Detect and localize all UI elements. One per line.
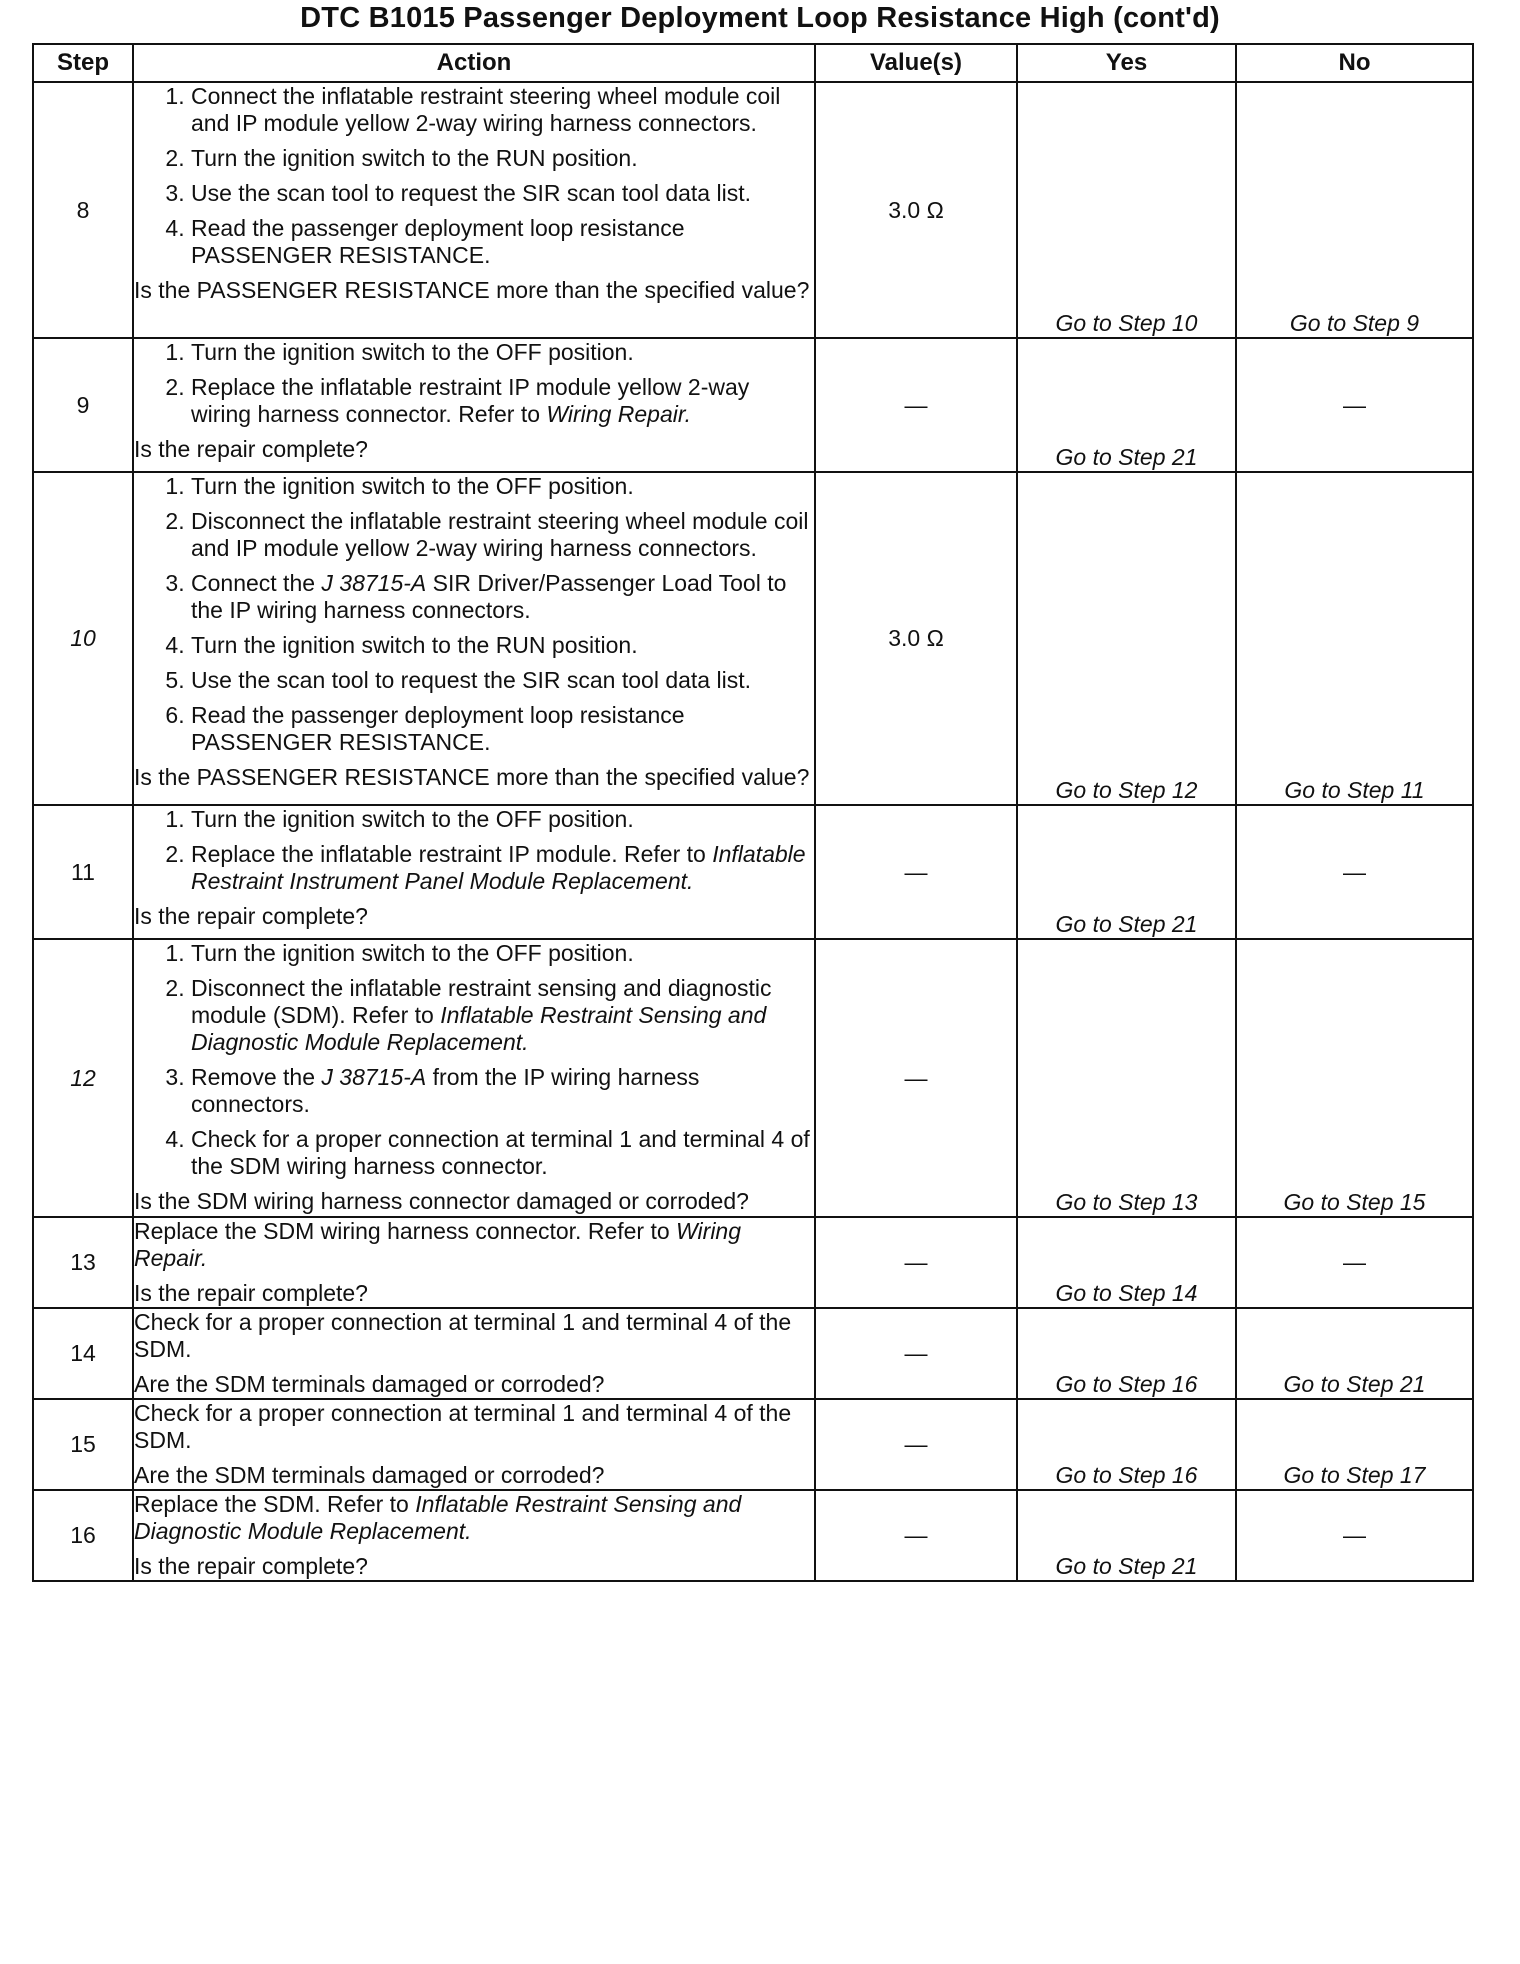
yes-cell: Go to Step 16 xyxy=(1017,1308,1236,1399)
action-text: Connect the inflatable restraint steering wheel module coil and IP module yellow 2-way wiring harness connectors. xyxy=(191,83,781,136)
action-question: Is the repair complete? xyxy=(134,903,368,929)
action-cell xyxy=(133,1490,815,1581)
action-cell xyxy=(133,939,815,1217)
action-text: Replace the inflatable restraint IP module. Refer to xyxy=(191,841,713,867)
action-step xyxy=(191,339,814,366)
action-steps-list xyxy=(134,806,814,895)
action-step xyxy=(191,215,814,269)
action-paragraph xyxy=(134,1218,814,1272)
header-action: Action xyxy=(133,44,815,82)
action-cell xyxy=(133,82,815,338)
action-step xyxy=(191,841,814,895)
header-row xyxy=(33,44,1473,82)
action-step xyxy=(191,806,814,833)
action-text: Read the passenger deployment loop resistance PASSENGER RESISTANCE. xyxy=(191,215,685,268)
action-step xyxy=(191,667,814,694)
action-text: Check for a proper connection at terminal 1 and terminal 4 of the SDM wiring harness connector. xyxy=(191,1126,810,1179)
action-text: Read the passenger deployment loop resistance PASSENGER RESISTANCE. xyxy=(191,702,685,755)
yes-cell: Go to Step 13 xyxy=(1017,939,1236,1217)
action-step xyxy=(191,473,814,500)
action-text: SIR Driver/Passenger Load Tool to the IP wiring harness connectors. xyxy=(191,570,787,623)
action-step xyxy=(191,374,814,428)
action-text: Disconnect the inflatable restraint sensing and diagnostic module (SDM). Refer to xyxy=(191,975,772,1028)
action-step xyxy=(191,570,814,624)
value-cell: — xyxy=(815,1308,1017,1399)
table-row xyxy=(33,1490,1473,1581)
no-cell: — xyxy=(1236,338,1473,472)
action-question: Are the SDM terminals damaged or corroded? xyxy=(134,1462,605,1488)
action-text: Replace the inflatable restraint IP module yellow 2-way wiring harness connector. Refer to xyxy=(191,374,750,427)
step-number: 14 xyxy=(33,1308,133,1399)
action-paragraph xyxy=(134,1309,814,1363)
action-text: Turn the ignition switch to the OFF position. xyxy=(191,806,634,832)
value-cell: — xyxy=(815,1399,1017,1490)
reference-text: Inflatable Restraint Instrument Panel Module Replacement. xyxy=(191,841,806,894)
table-row xyxy=(33,472,1473,805)
yes-cell: Go to Step 21 xyxy=(1017,1490,1236,1581)
table-row xyxy=(33,805,1473,939)
action-cell xyxy=(133,472,815,805)
action-steps-list xyxy=(134,339,814,428)
action-question: Is the SDM wiring harness connector damaged or corroded? xyxy=(134,1188,749,1214)
reference-text: Inflatable Restraint Sensing and Diagnostic Module Replacement. xyxy=(191,1002,767,1055)
header-values: Value(s) xyxy=(815,44,1017,82)
no-cell: Go to Step 15 xyxy=(1236,939,1473,1217)
reference-text: Inflatable Restraint Sensing and Diagnostic Module Replacement. xyxy=(134,1491,742,1544)
action-cell xyxy=(133,1399,815,1490)
action-step xyxy=(191,83,814,137)
header-no: No xyxy=(1236,44,1473,82)
header-step: Step xyxy=(33,44,133,82)
value-cell: 3.0 Ω xyxy=(815,472,1017,805)
action-cell xyxy=(133,338,815,472)
action-paragraph xyxy=(134,1491,814,1545)
action-text: Turn the ignition switch to the RUN position. xyxy=(191,145,638,171)
action-text: from the IP wiring harness connectors. xyxy=(191,1064,700,1117)
yes-cell: Go to Step 10 xyxy=(1017,82,1236,338)
action-text: Check for a proper connection at terminal 1 and terminal 4 of the SDM. xyxy=(134,1400,792,1453)
table-row xyxy=(33,939,1473,1217)
no-cell: — xyxy=(1236,1490,1473,1581)
value-cell: — xyxy=(815,939,1017,1217)
reference-text: Wiring Repair. xyxy=(134,1218,742,1271)
value-cell: — xyxy=(815,338,1017,472)
yes-cell: Go to Step 14 xyxy=(1017,1217,1236,1308)
yes-cell: Go to Step 12 xyxy=(1017,472,1236,805)
no-cell: Go to Step 11 xyxy=(1236,472,1473,805)
action-question: Is the repair complete? xyxy=(134,1280,368,1306)
action-step xyxy=(191,145,814,172)
value-cell: — xyxy=(815,805,1017,939)
action-text: Turn the ignition switch to the OFF position. xyxy=(191,473,634,499)
action-question: Is the repair complete? xyxy=(134,436,368,462)
action-step xyxy=(191,180,814,207)
reference-text: Wiring Repair. xyxy=(546,401,692,427)
action-text: Check for a proper connection at terminal 1 and terminal 4 of the SDM. xyxy=(134,1309,792,1362)
no-cell: — xyxy=(1236,1217,1473,1308)
table-row xyxy=(33,82,1473,338)
no-cell: — xyxy=(1236,805,1473,939)
action-question: Is the PASSENGER RESISTANCE more than the specified value? xyxy=(134,764,810,790)
action-text: Use the scan tool to request the SIR scan tool data list. xyxy=(191,667,751,693)
value-cell: 3.0 Ω xyxy=(815,82,1017,338)
action-cell xyxy=(133,1308,815,1399)
diagnostic-table xyxy=(32,43,1474,1582)
value-cell: — xyxy=(815,1217,1017,1308)
action-step xyxy=(191,940,814,967)
action-cell xyxy=(133,805,815,939)
action-step xyxy=(191,508,814,562)
step-number: 9 xyxy=(33,338,133,472)
action-step xyxy=(191,1064,814,1118)
action-cell xyxy=(133,1217,815,1308)
step-number: 11 xyxy=(33,805,133,939)
action-step xyxy=(191,702,814,756)
action-paragraph xyxy=(134,1400,814,1454)
action-text: Turn the ignition switch to the OFF position. xyxy=(191,339,634,365)
action-text: Replace the SDM wiring harness connector. Refer to xyxy=(134,1218,677,1244)
action-steps-list xyxy=(134,940,814,1180)
reference-text: J 38715-A xyxy=(321,1064,427,1090)
header-yes: Yes xyxy=(1017,44,1236,82)
action-text: Turn the ignition switch to the RUN position. xyxy=(191,632,638,658)
step-number: 16 xyxy=(33,1490,133,1581)
action-text: Turn the ignition switch to the OFF position. xyxy=(191,940,634,966)
action-question: Is the PASSENGER RESISTANCE more than the specified value? xyxy=(134,277,810,303)
action-question: Are the SDM terminals damaged or corroded? xyxy=(134,1371,605,1397)
no-cell: Go to Step 21 xyxy=(1236,1308,1473,1399)
step-number: 10 xyxy=(33,472,133,805)
action-step xyxy=(191,975,814,1056)
action-text: Connect the xyxy=(191,570,322,596)
page-title: DTC B1015 Passenger Deployment Loop Resistance High (cont'd) xyxy=(300,2,1220,34)
action-text: Replace the SDM. Refer to xyxy=(134,1491,416,1517)
table-row xyxy=(33,1399,1473,1490)
action-question: Is the repair complete? xyxy=(134,1553,368,1579)
step-number: 12 xyxy=(33,939,133,1217)
value-cell: — xyxy=(815,1490,1017,1581)
action-step xyxy=(191,632,814,659)
table-row xyxy=(33,338,1473,472)
action-steps-list xyxy=(134,83,814,269)
action-text: Remove the xyxy=(191,1064,322,1090)
action-steps-list xyxy=(134,473,814,756)
action-text: Disconnect the inflatable restraint steering wheel module coil and IP module yellow 2-way wiring harness connectors. xyxy=(191,508,809,561)
yes-cell: Go to Step 21 xyxy=(1017,338,1236,472)
no-cell: Go to Step 17 xyxy=(1236,1399,1473,1490)
yes-cell: Go to Step 21 xyxy=(1017,805,1236,939)
table-row xyxy=(33,1308,1473,1399)
step-number: 13 xyxy=(33,1217,133,1308)
no-cell: Go to Step 9 xyxy=(1236,82,1473,338)
step-number: 8 xyxy=(33,82,133,338)
step-number: 15 xyxy=(33,1399,133,1490)
table-row xyxy=(33,1217,1473,1308)
action-text: Use the scan tool to request the SIR scan tool data list. xyxy=(191,180,751,206)
action-step xyxy=(191,1126,814,1180)
reference-text: J 38715-A xyxy=(321,570,427,596)
yes-cell: Go to Step 16 xyxy=(1017,1399,1236,1490)
